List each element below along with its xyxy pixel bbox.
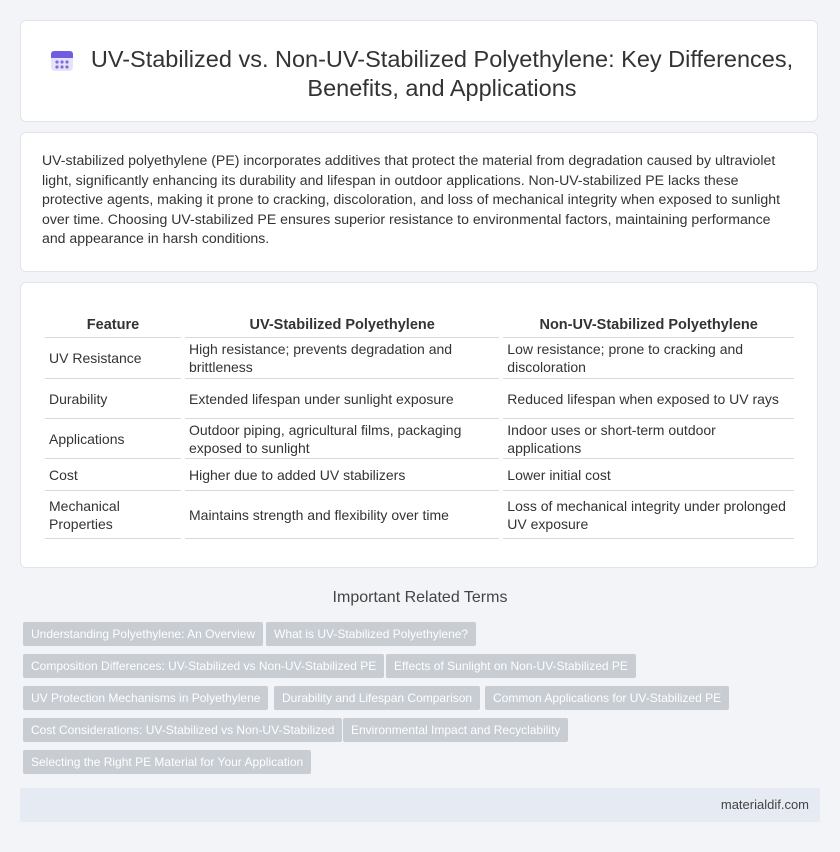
table-cell-feature: Cost — [45, 459, 181, 491]
table-row — [45, 419, 794, 459]
table-cell-uv: Extended lifespan under sunlight exposure — [185, 379, 499, 419]
table-cell-uv: Maintains strength and flexibility over time — [185, 491, 499, 539]
calendar-icon — [49, 47, 75, 73]
table-row — [45, 379, 794, 419]
intro-card — [20, 132, 818, 272]
table-cell-non-uv: Reduced lifespan when exposed to UV rays — [503, 379, 794, 419]
footer — [20, 788, 820, 822]
related-term-tag[interactable]: Common Applications for UV-Stabilized PE — [485, 686, 729, 710]
related-term-tag[interactable]: Selecting the Right PE Material for Your Application — [23, 750, 311, 774]
related-term-tag[interactable]: Environmental Impact and Recyclability — [343, 718, 568, 742]
column-header-feature: Feature — [45, 313, 181, 338]
table-cell-feature: Mechanical Properties — [45, 491, 181, 539]
header-card — [20, 20, 818, 122]
related-term-tag[interactable]: Cost Considerations: UV-Stabilized vs Non-UV-Stabilized — [23, 718, 342, 742]
related-term-tag[interactable]: Understanding Polyethylene: An Overview — [23, 622, 263, 646]
table-cell-feature: Durability — [45, 379, 181, 419]
table-cell-feature: Applications — [45, 419, 181, 459]
page-title: UV-Stabilized vs. Non-UV-Stabilized Polyethylene: Key Differences, Benefits, and Applications — [90, 46, 794, 101]
table-header-row — [45, 313, 794, 338]
table-cell-non-uv: Loss of mechanical integrity under prolonged UV exposure — [503, 491, 794, 539]
related-term-tag[interactable]: Composition Differences: UV-Stabilized vs Non-UV-Stabilized PE — [23, 654, 384, 678]
table-row — [45, 491, 794, 539]
table-cell-non-uv: Indoor uses or short-term outdoor applications — [503, 419, 794, 459]
table-row — [45, 459, 794, 491]
table-cell-uv: High resistance; prevents degradation and brittleness — [185, 338, 499, 379]
related-term-tag[interactable]: What is UV-Stabilized Polyethylene? — [266, 622, 476, 646]
comparison-table — [41, 313, 798, 539]
related-term-tag[interactable]: Effects of Sunlight on Non-UV-Stabilized PE — [386, 654, 636, 678]
related-term-tag[interactable]: UV Protection Mechanisms in Polyethylene — [23, 686, 268, 710]
related-terms-title: Important Related Terms — [332, 589, 508, 606]
column-header-non-uv-stabilized: Non-UV-Stabilized Polyethylene — [503, 313, 794, 338]
table-cell-uv: Higher due to added UV stabilizers — [185, 459, 499, 491]
table-cell-feature: UV Resistance — [45, 338, 181, 379]
column-header-uv-stabilized: UV-Stabilized Polyethylene — [185, 313, 499, 338]
related-term-tag[interactable]: Durability and Lifespan Comparison — [274, 686, 480, 710]
table-row — [45, 338, 794, 379]
site-name[interactable]: materialdif.com — [720, 797, 809, 812]
table-cell-non-uv: Low resistance; prone to cracking and discoloration — [503, 338, 794, 379]
comparison-table-card — [20, 282, 818, 568]
intro-paragraph: UV-stabilized polyethylene (PE) incorporates additives that protect the material from degradation caused by ultraviolet light, significantly enhancing its durability and lifespan in outdoor applications. Non-UV-stabilized PE lacks these protective agents, making it prone to cracking, discoloration, and loss of mechanical integrity when exposed to sunlight over time. Choosing UV-stabilized PE ensures superior resistance to environmental factors, maintaining performance and appearance in harsh conditions. — [42, 152, 780, 246]
table-cell-uv: Outdoor piping, agricultural films, packaging exposed to sunlight — [185, 419, 499, 459]
table-cell-non-uv: Lower initial cost — [503, 459, 794, 491]
